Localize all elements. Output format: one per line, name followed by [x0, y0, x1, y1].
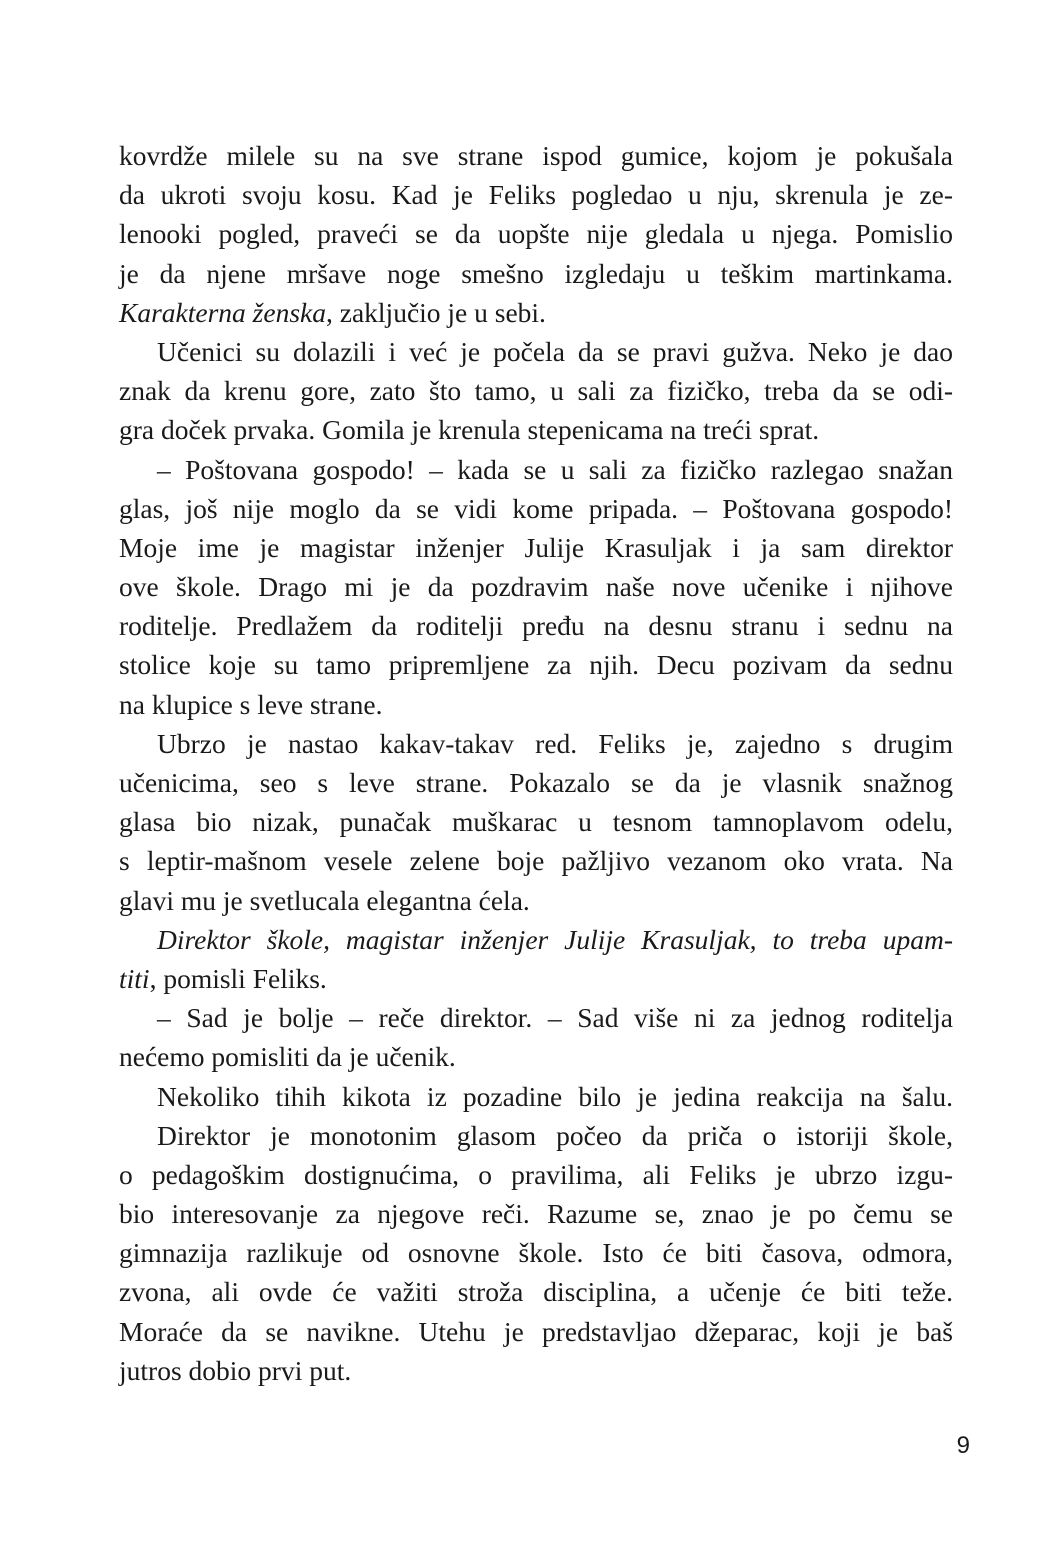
text-line — [119, 998, 953, 1037]
text-segment: – Poštovana gospodo! – kada se u sali za fizičko razlegao snažan — [157, 453, 953, 485]
text-segment: da ukroti svoju kosu. Kad je Feliks pogledao u nju, skrenula je ze- — [119, 179, 953, 211]
text-segment: na klupice s leve strane. — [119, 688, 383, 720]
text-line — [119, 685, 953, 724]
text-segment: kovrdže milele su na sve strane ispod gumice, kojom je pokušala — [119, 140, 953, 171]
text-segment: , pomisli Feliks. — [149, 962, 327, 994]
text-segment: zvona, ali ovde će važiti stroža disciplina, a učenje će biti teže. — [119, 1276, 953, 1308]
text-segment: s leptir-mašnom vesele zelene boje pažljivo vezanom oko vrata. Na — [119, 845, 953, 877]
text-line — [119, 410, 953, 449]
text-line — [119, 254, 953, 293]
text-line — [119, 175, 953, 214]
text-line — [119, 293, 953, 332]
text-segment: Ubrzo je nastao kakav-takav red. Feliks je, zajedno s drugim — [157, 727, 953, 759]
text-segment: Moje ime je magistar inženjer Julije Krasuljak i ja sam direktor — [119, 531, 953, 563]
text-segment: Učenici su dolazili i već je počela da se pravi gužva. Neko je dao — [157, 335, 953, 367]
text-line — [119, 567, 953, 606]
italic-text: Direktor škole, magistar inženjer Julije Krasuljak, to treba upam- — [157, 923, 953, 955]
text-segment: glas, još nije moglo da se vidi kome pripada. – Poštovana gospodo! — [119, 492, 953, 524]
text-line — [119, 1194, 953, 1233]
text-line — [119, 724, 953, 763]
text-segment: znak da krenu gore, zato što tamo, u sali za fizičko, treba da se odi- — [119, 375, 953, 407]
text-segment: ove škole. Drago mi je da pozdravim naše nove učenike i njihove — [119, 571, 953, 603]
text-segment: , zaključio je u sebi. — [326, 296, 546, 328]
page-number: 9 — [956, 1432, 970, 1459]
text-segment: roditelje. Predlažem da roditelji pređu na desnu stranu i sednu na — [119, 610, 953, 642]
text-segment: glavi mu je svetlucala elegantna ćela. — [119, 884, 530, 916]
text-segment: o pedagoškim dostignućima, o pravilima, ali Feliks je ubrzo izgu- — [119, 1158, 953, 1190]
text-segment: lenooki pogled, praveći se da uopšte nije gledala u njega. Pomislio — [119, 218, 953, 250]
book-page-text — [119, 136, 953, 1390]
text-line — [119, 881, 953, 920]
text-line — [119, 1116, 953, 1155]
text-line — [119, 1233, 953, 1272]
text-line — [119, 802, 953, 841]
text-segment: gimnazija razlikuje od osnovne škole. Isto će biti časova, odmora, — [119, 1237, 953, 1269]
text-segment: Nekoliko tihih kikota iz pozadine bilo je jedina reakcija na šalu. — [157, 1080, 953, 1112]
text-segment: gra doček prvaka. Gomila je krenula stepenicama na treći sprat. — [119, 414, 820, 446]
text-line — [119, 645, 953, 684]
text-segment: nećemo pomisliti da je učenik. — [119, 1041, 456, 1073]
text-line — [119, 136, 953, 175]
text-segment: je da njene mršave noge smešno izgledaju u teškim martinkama. — [119, 257, 953, 289]
text-segment: Direktor je monotonim glasom počeo da priča o istoriji škole, — [157, 1119, 953, 1151]
text-line — [119, 1155, 953, 1194]
text-line — [119, 1272, 953, 1311]
text-segment: – Sad je bolje – reče direktor. – Sad više ni za jednog roditelja — [157, 1002, 953, 1034]
text-line — [119, 763, 953, 802]
text-segment: stolice koje su tamo pripremljene za njih. Decu pozivam da sednu — [119, 649, 953, 681]
italic-text: titi — [119, 962, 150, 994]
text-line — [119, 528, 953, 567]
text-segment: Moraće da se navikne. Utehu je predstavljao džeparac, koji je baš — [119, 1315, 953, 1347]
text-line — [119, 1077, 953, 1116]
text-line — [119, 920, 953, 959]
text-segment: jutros dobio prvi put. — [119, 1354, 352, 1386]
text-line — [119, 1312, 953, 1351]
italic-text: Karakterna ženska — [119, 296, 326, 328]
text-line — [119, 1351, 953, 1390]
text-line — [119, 450, 953, 489]
text-segment: glasa bio nizak, punačak muškarac u tesnom tamnoplavom odelu, — [119, 806, 953, 838]
text-line — [119, 371, 953, 410]
text-line — [119, 1037, 953, 1076]
text-line — [119, 841, 953, 880]
text-line — [119, 214, 953, 253]
text-line — [119, 332, 953, 371]
text-line — [119, 489, 953, 528]
text-segment: bio interesovanje za njegove reči. Razume se, znao je po čemu se — [119, 1198, 953, 1230]
text-line — [119, 959, 953, 998]
text-line — [119, 606, 953, 645]
text-segment: učenicima, seo s leve strane. Pokazalo se da je vlasnik snažnog — [119, 767, 953, 798]
